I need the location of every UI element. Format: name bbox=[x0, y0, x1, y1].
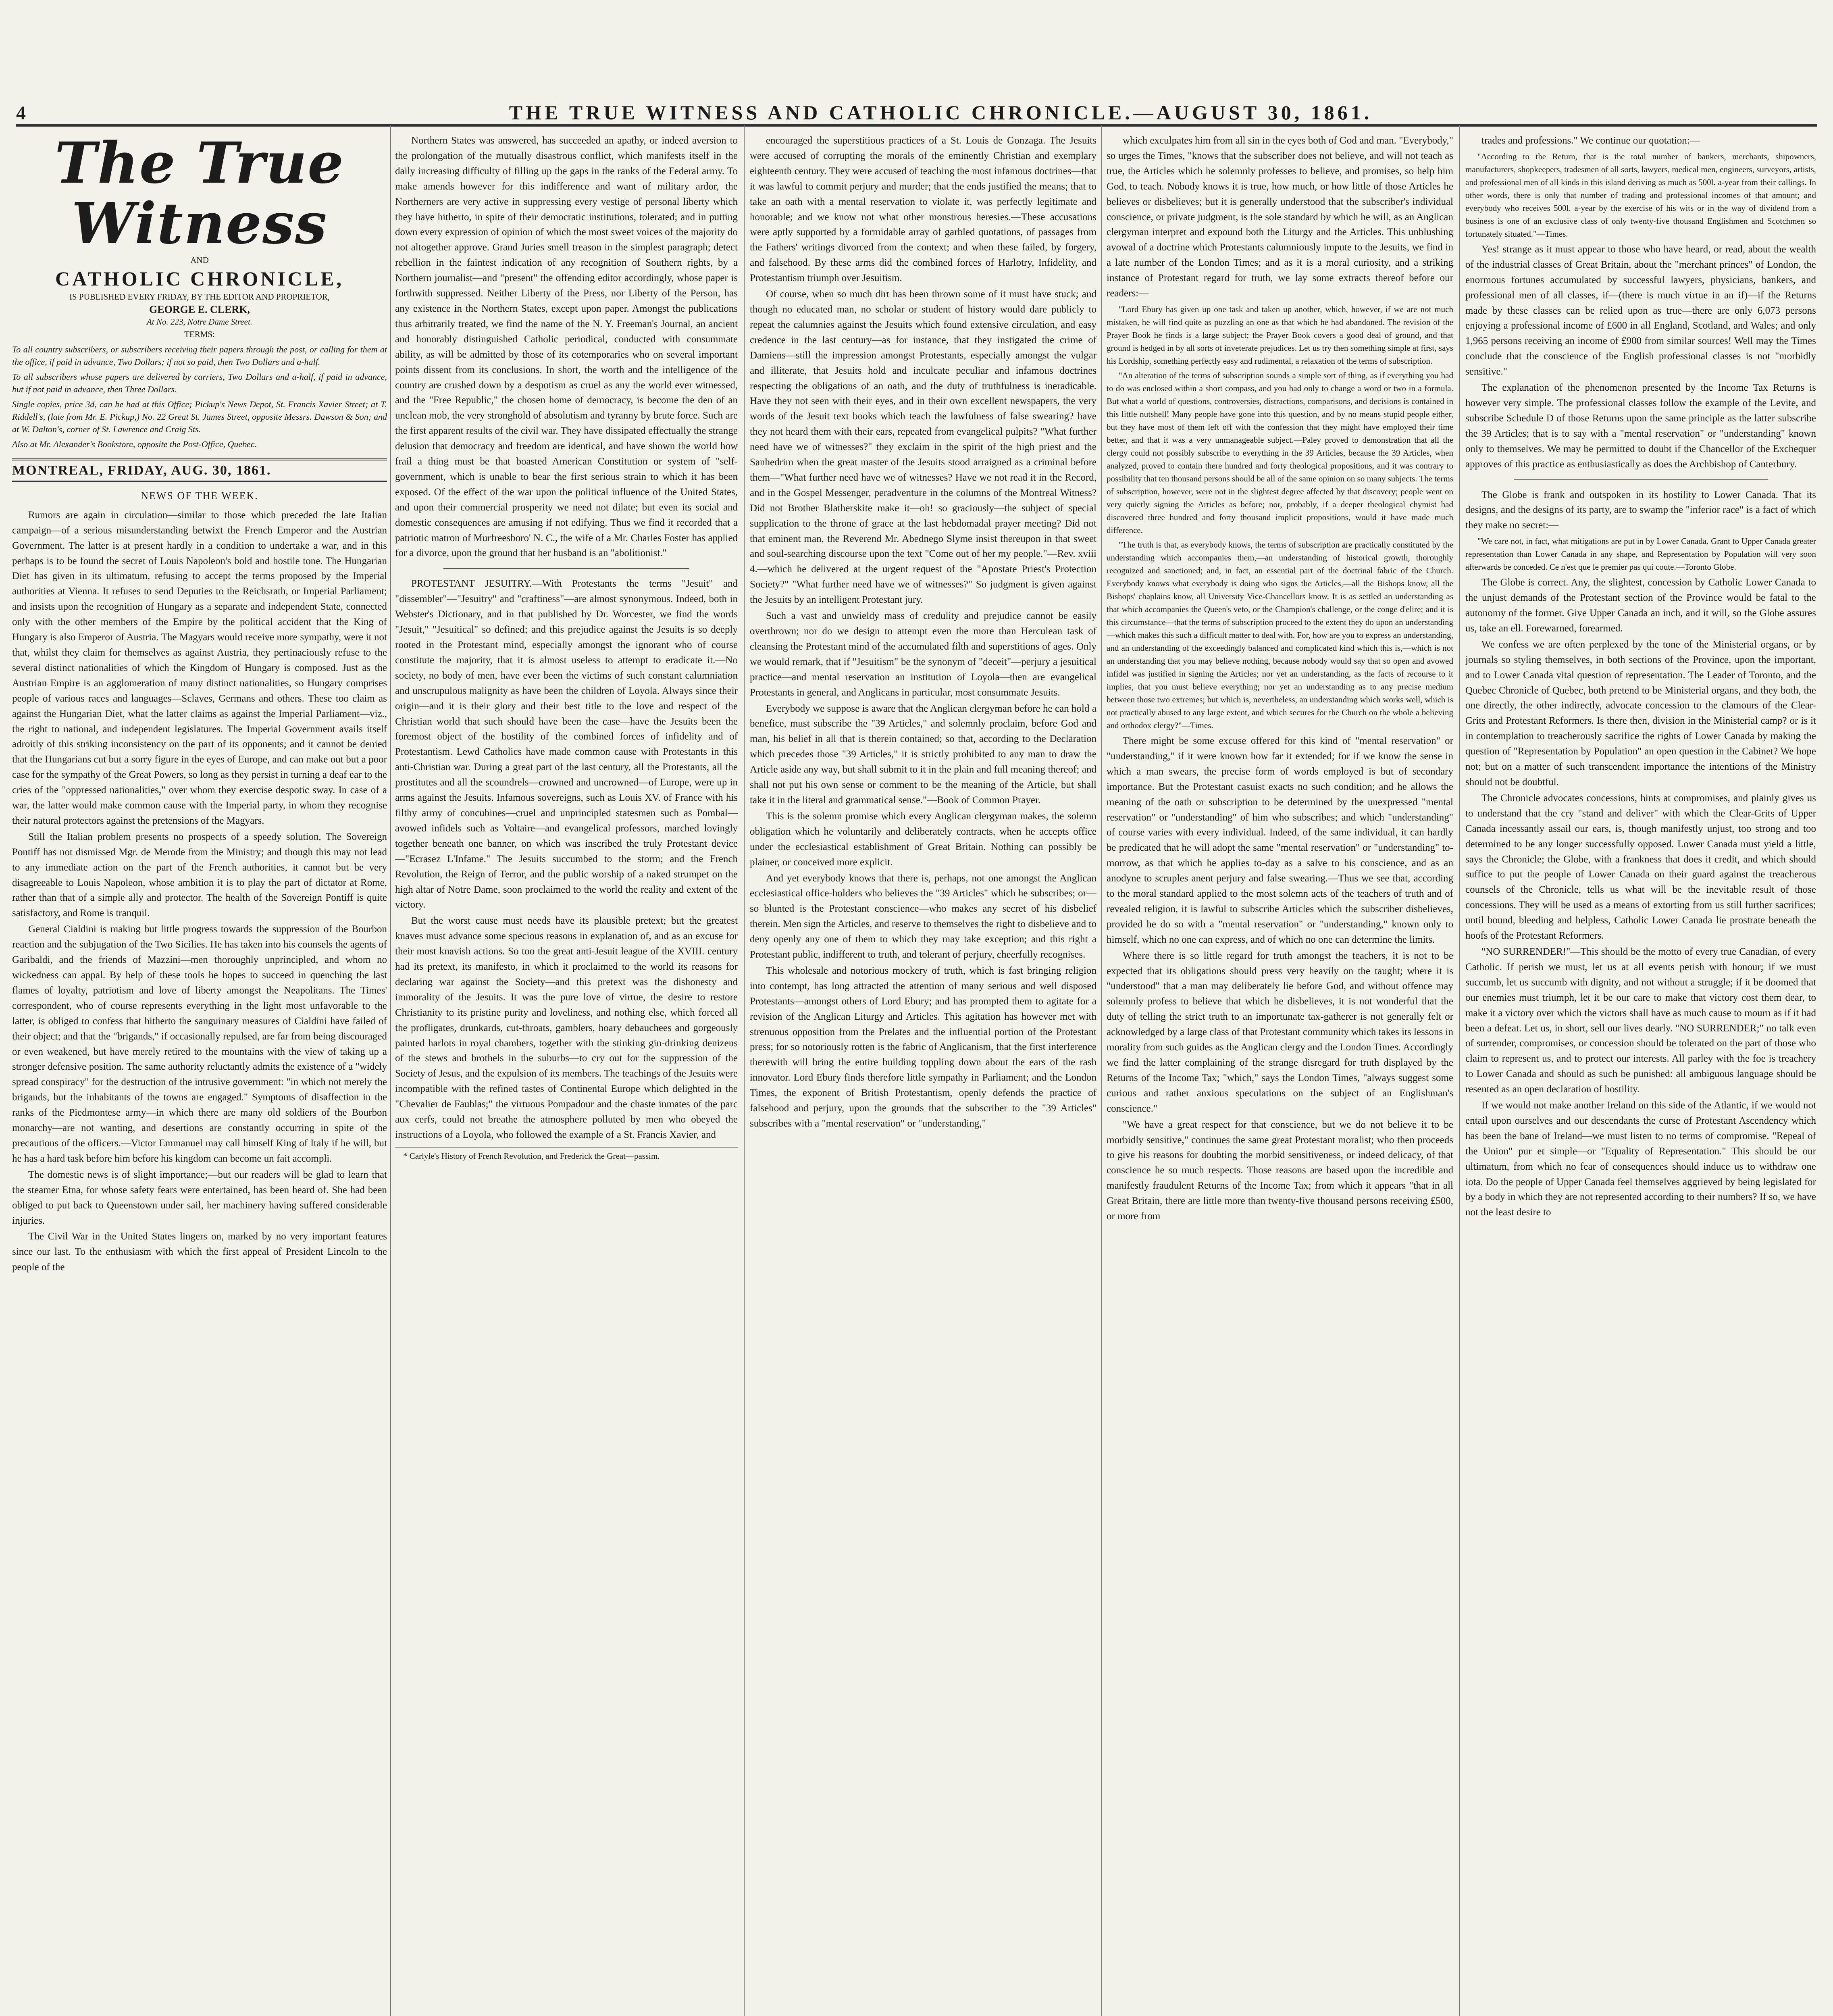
article-paragraph: PROTESTANT JESUITRY.—With Protestants the terms "Jesuit" and "dissembler"—"Jesuitry" and "craftiness"—are almost synonymous. Indeed, both in Webster's Dictionary, and in that published by Dr. Worcester, we find the words "Jesuit," "Jesuitical" so defined; and this prejudice against the Jesuits is so deeply rooted in the Protestant mind, especially amongst the ignorant who of course constitute the majority, that it is almost useless to attempt to eradicate it.—No society, no body of men, have ever been the victims of such constant calumniation and unscrupulous malignity as have been the children of Loyola. Always since their origin—and it is their glory and their best title to the love and respect of the Christian world that such should have been the case—have the Jesuits been the foremost object of the hostility of the combined forces of infidelity and of Protestantism. Lewd Catholics have made common cause with Protestants in this anti-Christian war. During a great part of the last century, all the Protestants, all the prostitutes and all the scoundrels—crowned and uncrowned—of Europe, were up in arms against the Jesuits. Infamous sovereigns, such as Louis XV. of France with his filthy army of concubines—cruel and unprincipled statesmen such as Pombal—avowed infidels such as Voltaire—and evangelical professors, marched lovingly together beneath one banner, on which was inscribed the truly Protestant device—"Ecrasez L'Infame." The Jesuits succumbed to the storm; and the French Revolution, the Reign of Terror, and the public worship of a naked strumpet on the high altar of Notre Dame, soon proclaimed to the world the reality and extent of the victory. bbox=[395, 578, 738, 910]
article-paragraph: The Globe is frank and outspoken in its hostility to Lower Canada. That its designs, and the designs of its party, are to swamp the "inferior race" is a fact of which they make no secret:— bbox=[1465, 489, 1816, 531]
article-paragraph: Such a vast and unwieldy mass of credulity and prejudice cannot be easily overthrown; nor do we design to attempt even the more than Herculean task of cleansing the Protestant mind of the accumulated filth and superstitions of ages. Only we would remark, that if "Jesuitism" be the synonym of "deceit"—perjury a jesuitical practice—and mental reservation an institution of Loyola—then are evangelical Protestants in general, and Anglicans in particular, most consummate Jesuits. bbox=[750, 610, 1096, 698]
article-paragraph: Yes! strange as it must appear to those who have heard, or read, about the wealth of the industrial classes of Great Britain, about the "merchant princes" of London, the enormous fortunes accumulated by successful lawyers, physicians, bankers, and professional men of all classes, if—(there is much virtue in an if)—if the Returns made by these classes can be relied upon as true—there are only 6,073 persons enjoying a professional income of £600 in all England, Scotland, and Wales; and only 1,965 persons receiving an income of £900 from similar sources! Well may the Times conclude that the conscience of the English professional classes is not "morbidly sensitive." bbox=[1465, 244, 1816, 377]
column-5 bbox=[1465, 133, 1816, 2016]
masthead-title: The True Witness bbox=[54, 133, 345, 257]
column-1 bbox=[12, 133, 387, 2016]
masthead-address: At No. 223, Notre Dame Street. bbox=[146, 317, 253, 327]
article-paragraph: The explanation of the phenomenon presented by the Income Tax Returns is however very simple. The professional classes follow the example of the Levite, and subscribe Schedule D of those Returns upon the same principle as the latter subscribe the 39 Articles; that is to say with a "mental reservation" or "understanding" known only to themselves. We may be permitted to doubt if the Chancellor of the Exchequer approves of this practice as enthusiastically as does the Archbishop of Canterbury. bbox=[1465, 382, 1816, 470]
quotation: "We care not, in fact, what mitigations are put in by Lower Canada. Grant to Upper Canada greater representation than Lower Canada in any shape, and Representation by Population will very soon afterwards be conceded. Ce n'est que le premier pas qui coute.—Toronto Globe. bbox=[1465, 536, 1816, 572]
article-paragraph: And yet everybody knows that there is, perhaps, not one amongst the Anglican ecclesiastical office-holders who believes the "39 Articles" which he subscribes; or—so blunted is the Protestant conscience—who makes any secret of his disbelief therein. Men sign the Articles, and reserve to themselves the right to disbelieve and to deny openly any one of them to which they may take exception; and this right a Protestant public, indifferent to truth, and tolerant of perjury, cheerfully recognises. bbox=[750, 873, 1096, 960]
masthead-subtitle: CATHOLIC CHRONICLE, bbox=[55, 267, 344, 290]
article-paragraph: Everybody we suppose is aware that the Anglican clergyman before he can hold a benefice, must subscribe the "39 Articles," and solemnly proclaim, before God and man, his belief in all that is therein contained; so that, according to the Declaration which precedes those "39 Articles," it is strictly prohibited to any man to draw the Article aside any way, but shall submit to it in the plain and full meaning thereof; and shall not put his own sense or comment to be the meaning of the Article, but shall take it in the literal and grammatical sense."—Book of Common Prayer. bbox=[750, 703, 1096, 806]
article-paragraph: But the worst cause must needs have its plausible pretext; but the greatest knaves must advance some specious reasons in explanation of, and as an excuse for their most knavish actions. So too the great anti-Jesuit league of the XVIII. century had its pretext, its manifesto, in which it proclaimed to the world its reasons for declaring war against the Society—and this pretext was the dishonesty and immorality of the Jesuits. It was the pure love of virtue, the desire to restore Christianity to its pristine purity and loveliness, and nothing else, which forced all the profligates, drunkards, cut-throats, gamblers, hoary debauchees and gorgeously painted harlots in royal chambers, together with the stinking gin-drinking denizens of the stews and brothels in the suburbs—to cry out for the suppression of the Society of Jesus, and the expulsion of its members. The teachings of the Jesuits were incompatible with the refined tastes of Continental Europe which delighted in the "Chevalier de Faublas;" the virtuous Pompadour and the chaste inmates of the parc aux cerfs, could not breathe the atmosphere polluted by men who obeyed the instructions of a Loyola, who followed the example of a St. Francis Xavier, and bbox=[395, 915, 738, 1140]
column-rule bbox=[1459, 125, 1460, 2016]
section-heading: NEWS OF THE WEEK. bbox=[141, 489, 258, 502]
copies-notice: Single copies, price 3d, can be had at this Office; Pickup's News Depot, St. Francis Xavier Street; at T. Riddell's, (late from Mr. E. Pickup,) No. 22 Great St. James Street, opposite Messrs. Dawson & Son; and at W. Dalton's, corner of St. Lawrence and Craig Sts. bbox=[12, 399, 387, 434]
column-rule bbox=[390, 125, 391, 2016]
article-paragraph: Rumors are again in circulation—similar to those which preceded the late Italian campaign—of a serious misunderstanding betwixt the French Emperor and the Austrian Government. The latter is at present hardly in a condition to undertake a war, and in this perhaps is to be found the secret of Louis Napoleon's bold and hostile tone. The Hungarian Diet has given in its ultimatum, refusing to accept the terms proposed by the Imperial authorities at Vienna. It refuses to send Deputies to the Reichsrath, or Imperial Parliament; and insists upon the recognition of Hungary as a separate and independent State, connected only with the other members of the Empire by the political accident that the King of Hungary is also Emperor of Austria. The Magyars would receive more sympathy, were it not that, whilst they claim for themselves as against Austria, they pertinaciously refuse to the several distinct nationalities of which the Kingdom of Hungary is composed. Just as the Austrian Empire is an agglomeration of many distinct nationalities, so Hungary comprises people of various races and languages—Sclaves, Germans and others. These too claim as against the Hungarian Diet, what the latter claims as against the Imperial Parliament—viz., the right to national, and independent legislatures. The Imperial Government avails itself adroitly of this striking inconsistency on the part of its opponents; and it cannot be denied that the Hungarians cut but a sorry figure in the eyes of Europe, and can make out but a poor case for the sympathy of the Great Powers, so long as they persist in turning a deaf ear to the cries of the "oppressed nationalities," over whom they exercise despotic sway. In case of a war, the latter would make common cause with the Imperial party, in whom they recognise their natural protectors against the pretensions of the Magyars. bbox=[12, 509, 387, 826]
footnote: * Carlyle's History of French Revolution, and Frederick the Great—passim. bbox=[395, 1147, 738, 1162]
article-paragraph: which exculpates him from all sin in the eyes both of God and man. "Everybody," so urges the Times, "knows that the subscriber does not believe, and will not teach as true, the Articles which he solemnly professes to believe, and promises, so help him God, to teach. Nobody knows it is true, how much, or how little of those Articles he believes or disbelieves; but it is generally understood that the subscriber's individual conscience, or private judgment, is the sole standard by which he will, as an Anglican clergyman interpret and expound both the Liturgy and the Articles. This unblushing avowal of a doctrine which Protestants calumniously impute to the Jesuits, we find in a late number of the London Times; and as it is a moral curiosity, and a striking instance of Protestant regard for truth, we lay some extracts thereof before our readers:— bbox=[1107, 135, 1453, 299]
article-paragraph: This is the solemn promise which every Anglican clergyman makes, the solemn obligation which he voluntarily and deliberately contracts, when he accepts office under the ecclesiastical establishment of Great Britain. Nothing can possibly be plainer, or conceived more explicit. bbox=[750, 810, 1096, 868]
article-paragraph: There might be some excuse offered for this kind of "mental reservation" or "understanding," if it were known how far it extended; for if we know the sense in which a man swears, the precise form of words employed is but of secondary importance. But the Protestant casuist exacts no such condition; and he allows the meaning of the oath or subscription to be determined by the unexpressed "mental reservation" or "understanding" of him who subscribes; and which "understanding" of course varies with every individual. Indeed, of the same individual, it can hardly be predicated that he will adopt the same "mental reservation" or "understanding" to-morrow, as that which he applies to-day as a salve to his conscience, and as an anodyne to scruples anent perjury and false swearing.—Thus we see that, according to the moral standard applied to the most solemn acts of the teachers of truth and of revealed religion, it is lawful to subscribe Articles which the subscriber disbelieves, provided he do so with a "mental reservation" or "understanding," known only to himself, which no one can express, and of which no one can determine the limits. bbox=[1107, 735, 1453, 945]
terms-notice: To all country subscribers, or subscribers receiving their papers through the post, or calling for them at the office, if paid in advance, Two Dollars; if not so paid, then Two Dollars and a-half. bbox=[12, 344, 387, 367]
masthead-editor: GEORGE E. CLERK, bbox=[149, 304, 250, 315]
column-3 bbox=[750, 133, 1096, 2016]
quotation: "According to the Return, that is the total number of bankers, merchants, shipowners, manufacturers, shopkeepers, tradesmen of all sorts, lawyers, medical men, engineers, surveyors, artists, and professional men of all kinds in this island deriving as much as 500l. a-year from their callings. In other words, there is only that number of trading and professional incomes of that amount; and everybody who receives 500l. a-year by the exercise of his wits or in the way of dividend from a business is one of an exclusive class of only twenty-five thousand Englishmen and Scotchmen so fortunately situated."—Times. bbox=[1465, 151, 1816, 239]
column-rule bbox=[1101, 125, 1102, 2016]
running-header bbox=[16, 100, 1817, 127]
article-paragraph: The Civil War in the United States lingers on, marked by no very important features since our last. To the enthusiasm with which the first appeal of President Lincoln to the people of the bbox=[12, 1231, 387, 1273]
column-2 bbox=[395, 133, 738, 2016]
also-notice: Also at Mr. Alexander's Bookstore, opposite the Post-Office, Quebec. bbox=[12, 439, 257, 449]
article-paragraph: The Chronicle advocates concessions, hints at compromises, and plainly gives us to understand that the cry "stand and deliver" with which the Clear-Grits of Upper Canada incessantly assail our ears, is, though manifestly unjust, too strong and too determined to be any longer successfully opposed. Lower Canada must yield a little, says the Chronicle; the Globe, with a frankness that does it credit, and which should suffice to put the people of Lower Canada on their guard against the treacherous counsels of the Chronicle, tells us what will be the inevitable result of those concessions. They will be used as a means of extorting from us still further sacrifices; until bound, bleeding and helpless, Catholic Lower Canada lie prostrate beneath the hoofs of the Protestant Reformers. bbox=[1465, 792, 1816, 941]
article-paragraph: Still the Italian problem presents no prospects of a speedy solution. The Sovereign Pontiff has not dismissed Mgr. de Merode from the Ministry; and though this may not lead to any immediate action on the part of the French authorities, it cannot but be very disagreeable to Louis Napoleon, whose ambition it is to play the part of dictator at Rome, rather than that of a simple ally and protector. The health of the Sovereign Pontiff is quite satisfactory, and Rome is tranquil. bbox=[12, 831, 387, 919]
quotation: "An alteration of the terms of subscription sounds a simple sort of thing, as if everything you had to do was enclosed within a short compass, and you had only to change a word or two in a formula. But what a world of questions, controversies, distractions, comparisons, and decisions is contained in this little nutshell! Many people have gone into this question, and by no means stupid people either, but they have most of them left off with the confession that they might have employed their time better, and that it was a very unmanageable subject.—Paley proved to demonstration that all the clergy could not possibly subscribe to everything in the 39 Articles, because the 39 Articles, when analyzed, proved to contain there hundred and forty theological propositions, and it was contrary to possibility that ten thousand persons should be all of the same opinion on so many subjects. The terms of subscription, however, were not in the slightest degree affected by that discovery; people went on very quietly signing the Articles as before; nor, probably, if a deeper theological chymist had discovered three hundred and forty thousand implicit propositions, would it have made much difference. bbox=[1107, 370, 1453, 535]
terms-notice: To all subscribers whose papers are delivered by carriers, Two Dollars and a-half, if paid in advance, but if not paid in advance, then Three Dollars. bbox=[12, 372, 387, 394]
article-paragraph: encouraged the superstitious practices of a St. Louis de Gonzaga. The Jesuits were accused of corrupting the morals of the eminently Christian and exemplary eighteenth century. They were accused of teaching the most infamous doctrines—that it was lawful to commit perjury and murder; that the ends justified the means; that to take an oath with a mental reservation to violate it, was perfectly legitimate and honorable; and we know not what other monstrous heresies.—These accusations were aptly supported by a formidable array of garbled quotations, of passages from the Fathers' writings divorced from the context; and when these failed, by forgery, and falsehood. By these arms did the combined forces of Harlotry, Infidelity, and Protestantism triumph over Jesuitism. bbox=[750, 135, 1096, 284]
article-paragraph: Of course, when so much dirt has been thrown some of it must have stuck; and though no educated man, no scholar or student of history would dare publicly to repeat the calumnies against the Jesuits which found extensive circulation, and easy credence in the last century—as for instance, that they instigated the crime of Damiens—still the impression amongst Protestants, especially amongst the vulgar and illiterate, that Jesuits hold and inculcate peculiar and infamous doctrines respecting the obligations of an oath, and the duty of truthfulness is ineradicable. Have they not seen with their eyes, and in their own excellent newspapers, the very words of the Jesuit text books which teach the lawfulness of false swearing? have they not heard them with their ears, repeated from evangelical pulpits? "What further need have we of witnesses?" they exclaim in the spirit of the high priest and the Sanhedrim when the great master of the Jesuits stood arraigned as a criminal before them—"What further need have we of witnesses? Have we not read it in the Record, and in the Gospel Messenger, peradventure in the columns of the Montreal Witness? Did not Brother Blatherskite make it—oh! so graciously—the subject of special supplication to the throne of grace at the last hebdomadal prayer meeting? Did not that eminent man, the Reverend Mr. Abednego Slyme insist thereupon in that sweet and soul-searching discourse upon the text "Come out of her my people."—Rev. xviii 4.—which he delivered at the urgent request of the "Apostate Priest's Protection Society?" "What further need have we of witnesses?" So judgment is given against the Jesuits by an intelligent Protestant jury. bbox=[750, 289, 1096, 606]
masthead bbox=[12, 133, 387, 341]
article-paragraph: We confess we are often perplexed by the tone of the Ministerial organs, or by journals so styling themselves, in both sections of the Province, upon the important, and to Lower Canada vital question of representation. The Leader of Toronto, and the Quebec Chronicle of Quebec, both pretend to be Ministerial organs, and they both, the one directly, the other indirectly, advocate concession to the clamours of the Clear-Grits and Protestant Reformers. Is there then, division in the Ministerial camp? or is it in contemplation to treacherously sacrifice the rights of Lower Canada by making the question of "Representation by Population" an open question in the Cabinet? We hope not; but on a matter of such transcendent importance the intentions of the Ministry should not be doubtful. bbox=[1465, 639, 1816, 787]
column-4 bbox=[1107, 133, 1453, 2016]
article-paragraph: The Globe is correct. Any, the slightest, concession by Catholic Lower Canada to the unjust demands of the Protestant section of the Province would be fatal to the autonomy of the former. Give Upper Canada an inch, and it will, so the Globe assures us, take an ell. Forewarned, forearmed. bbox=[1465, 577, 1816, 634]
running-title: THE TRUE WITNESS AND CATHOLIC CHRONICLE.—AUGUST 30, 1861. bbox=[509, 101, 1373, 124]
article-paragraph: If we would not make another Ireland on this side of the Atlantic, if we would not entail upon ourselves and our descendants the curse of Protestant Ascendency which has been the bane of Ireland—we must listen to no terms of compromise. "Repeal of the Union" pur et simple—or "Equality of Representation." This should be our ultimatum, from which no fear of consequences should induce us to withdraw one iota. Do the people of Upper Canada feel themselves aggrieved by being legislated for by a body in which they are not represented according to their numbers? If so, we have not the least desire to bbox=[1465, 1100, 1816, 1218]
article-paragraph: This wholesale and notorious mockery of truth, which is fast bringing religion into contempt, has long attracted the attention of many serious and well disposed Protestants—amongst others of Lord Ebury; and has prompted them to agitate for a revision of the Anglican Liturgy and Articles. This agitation has however met with strenuous opposition from the Prelates and the influential portion of the Protestant press; for so notoriously rotten is the fabric of Anglicanism, that the first interference therewith will bring the entire building toppling down about the ears of the rash innovator. Lord Ebury finds therefore little sympathy in Parliament; and the London Times, the exponent of British Protestantism, openly defends the practice of falsehood and perjury, upon the grounds that the subscriber to the "39 Articles" subscribes with a "mental reservation" or "understanding," bbox=[750, 965, 1096, 1129]
article-paragraph: General Cialdini is making but little progress towards the suppression of the Bourbon reaction and the subjugation of the Two Sicilies. He has taken into his counsels the agents of Garibaldi, and the friends of Mazzini—men thoroughly unprincipled, and whom no wickedness can appal. By help of these tools he hopes to succeed in quenching the last flames of loyalty, patriotism and love of liberty amongst the Neapolitans. The Times' correspondent, who of course represents everything in the light most unfavorable to the latter, is obliged to confess that hitherto the sanguinary measures of Cialdini have failed of their object; and that the "brigands," if occasionally repulsed, are far from being discouraged or even weakened, but have merely retired to the mountains with the view of taking up a stronger defensive position. The same authority reluctantly admits the existence of a "widely spread conspiracy" for the destruction of the intrusive government: "in which not merely the brigands, but the inhabitants of the towns are engaged." Symptoms of disaffection in the ranks of the Piedmontese army—in which there are many old soldiers of the Bourbon monarchy—are not wanting, and desertions are constantly occurring in spite of the precautions of the officers.—Victor Emmanuel may call himself King of Italy if he will, but he has a hard task before him before his kingdom can become un fait accompli. bbox=[12, 924, 387, 1164]
masthead-and: AND bbox=[190, 255, 209, 265]
masthead-published: IS PUBLISHED EVERY FRIDAY, BY THE EDITOR AND PROPRIETOR, bbox=[69, 292, 330, 302]
dateline: MONTREAL, FRIDAY, AUG. 30, 1861. bbox=[12, 458, 387, 482]
section-divider bbox=[1514, 479, 1768, 480]
article-paragraph: "We have a great respect for that conscience, but we do not believe it to be morbidly sensitive," continues the same great Protestant moralist; who then proceeds to give his reasons for doubting the morbid sensitiveness, or indeed delicacy, of that conscience he so much respects. Those reasons are based upon the incredible and manifestly fraudulent Returns of the Income Tax; from which it appears "that in all Great Britain, there are little more than twenty-five thousand persons receiving £500, or more from bbox=[1107, 1119, 1453, 1222]
article-paragraph: "NO SURRENDER!"—This should be the motto of every true Canadian, of every Catholic. If perish we must, let us at all events perish with honour; if we must succumb, let us succumb with dignity, and not without a struggle; if it be doomed that our enemies must triumph, let it be our care to make that victory cost them dear, to make it a victory over which the victors shall have as much cause to mourn as if it had been a defeat. Let us, in short, sell our lives dearly. "NO SURRENDER;" no talk even of surrender, compromises, or concession should be tolerated on the part of those who claim to represent us, and to protect our interests. All parley with the foe is treachery to Lower Canada and should as such be punished: all ambiguous language should be resented as an open declaration of hostility. bbox=[1465, 946, 1816, 1095]
quotation: "The truth is that, as everybody knows, the terms of subscription are practically constituted by the understanding which accompanies them,—an understanding of historical growth, thoroughly recognized and sanctioned; and, in fact, an essential part of the doctrinal fabric of the Church. Everybody knows what everybody is doing who signs the Articles,—all the Bishops know, all the Bishops' chaplains know, all University Vice-Chancellors know. It is as settled an understanding as that which accompanies the Queen's veto, or the Champion's challenge, or the conge d'elire; and it is this circumstance—that the terms of subscription proceed to the extent they do upon an understanding—which makes this such a difficult matter to deal with. For, how are you to express an understanding, and an understanding of the exceedingly balanced and complicated kind which this is,—which is not an understanding that you may believe nothing, because nobody would say that so open and avowed infidel was justified in signing the Articles; nor yet an understanding, as the facts of recourse to it implies, that you must believe everything; nor yet an understanding as to any precise medium between those two extremes; but which is, nevertheless, an understanding which works well, which is not practically abused to any large extent, and which secures for the Church on the whole a believing and orthodox clergy?"—Times. bbox=[1107, 539, 1453, 730]
article-paragraph: Northern States was answered, has succeeded an apathy, or indeed aversion to the prolongation of the mutually disastrous conflict, which manifests itself in the daily increasing difficulty of filling up the gaps in the ranks of the Federal army. To make amends however for this indifference and want of military ardor, the Northerners are very active in suppressing every vestige of personal liberty which they have hitherto, in spite of their democratic institutions, tolerated; and in putting down every expression of opinion of which the most sweet voices of the majority do not altogether approve. Grand Juries smell treason in the simplest paragraph; detect rebellion in the faintest indication of any recognition of Southern rights, by a Northern journalist—and "present" the offending editor accordingly, whose paper is forthwith suppressed. Neither Liberty of the Press, nor Liberty of the Person, has any existence in the Northern States, except upon paper. Amongst the publications thus arbitrarily treated, we find the name of the N. Y. Freeman's Journal, an ancient and honorably distinguished Catholic periodical, conducted with consummate ability, as will be admitted by those of its cotemporaries who on several important points dissent from its conclusions. In short, the worth and the intelligence of the country are crushed down by a despotism as cruel as any the world ever witnessed, and the "Free Republic," the chosen home of democracy, is become the den of an unclean mob, the very stronghold of absolutism and tyranny by brute force. Such are the first apparent results of the civil war. They have dissipated effectually the strange delusion that democracy and freedom are identical, and have shown the world how frail a thing must be that boasted American Constitution or system of "self-government, which is unable to bear the first serious strain to which it has been exposed. Of the effect of the war upon the political influence of the United States, and upon their commercial prosperity we need not dilate; but even its social and domestic consequences are amusing if not edifying. Thus we find it recorded that a patriotic matron of Murfreesboro' N. C., the wife of a Mr. Charles Foster has applied for a divorce, upon the ground that her husband is an "abolitionist." bbox=[395, 135, 738, 559]
article-paragraph: Where there is so little regard for truth amongst the teachers, it is not to be expected that its obligations should press very heavily on the taught; where it is "understood" that a man may deliberately lie before God, and without offence may solemnly profess to believe that which he disbelieves, it is not wonderful that the duty of telling the strict truth to an importunate tax-gatherer is not generally felt or acknowledged by a large class of that Protestant community which takes its lessons in morality from such guides as the Anglican clergy and the London Times. Accordingly we find the latter complaining of the strange disregard for truth displayed by the Returns of the Income Tax; "which," says the London Times, "always suggest some curious and rather anxious speculations on the subject of an Englishman's conscience." bbox=[1107, 950, 1453, 1114]
page-number: 4 bbox=[16, 102, 26, 124]
section-divider bbox=[443, 568, 689, 569]
article-paragraph: The domestic news is of slight importance;—but our readers will be glad to learn that the steamer Etna, for whose safety fears were entertained, has been heard of. She had been obliged to put back to Queenstown under sail, her machinery having suffered considerable injuries. bbox=[12, 1169, 387, 1226]
article-paragraph: trades and professions." We continue our quotation:— bbox=[1481, 135, 1700, 146]
masthead-terms-label: TERMS: bbox=[184, 329, 215, 339]
column-rule bbox=[744, 125, 745, 2016]
quotation: "Lord Ebury has given up one task and taken up another, which, however, if we are not much mistaken, he will find quite as puzzling an one as that which he had abandoned. The revision of the Prayer Book he finds is a large subject; the Prayer Book covers a good deal of ground, and that ground is hedged in by all sorts of inveterate prejudices. Let us try then something simple at first, says his Lordship, something perfectly easy and rudimental, a relaxation of the terms of subscription. bbox=[1107, 304, 1453, 366]
